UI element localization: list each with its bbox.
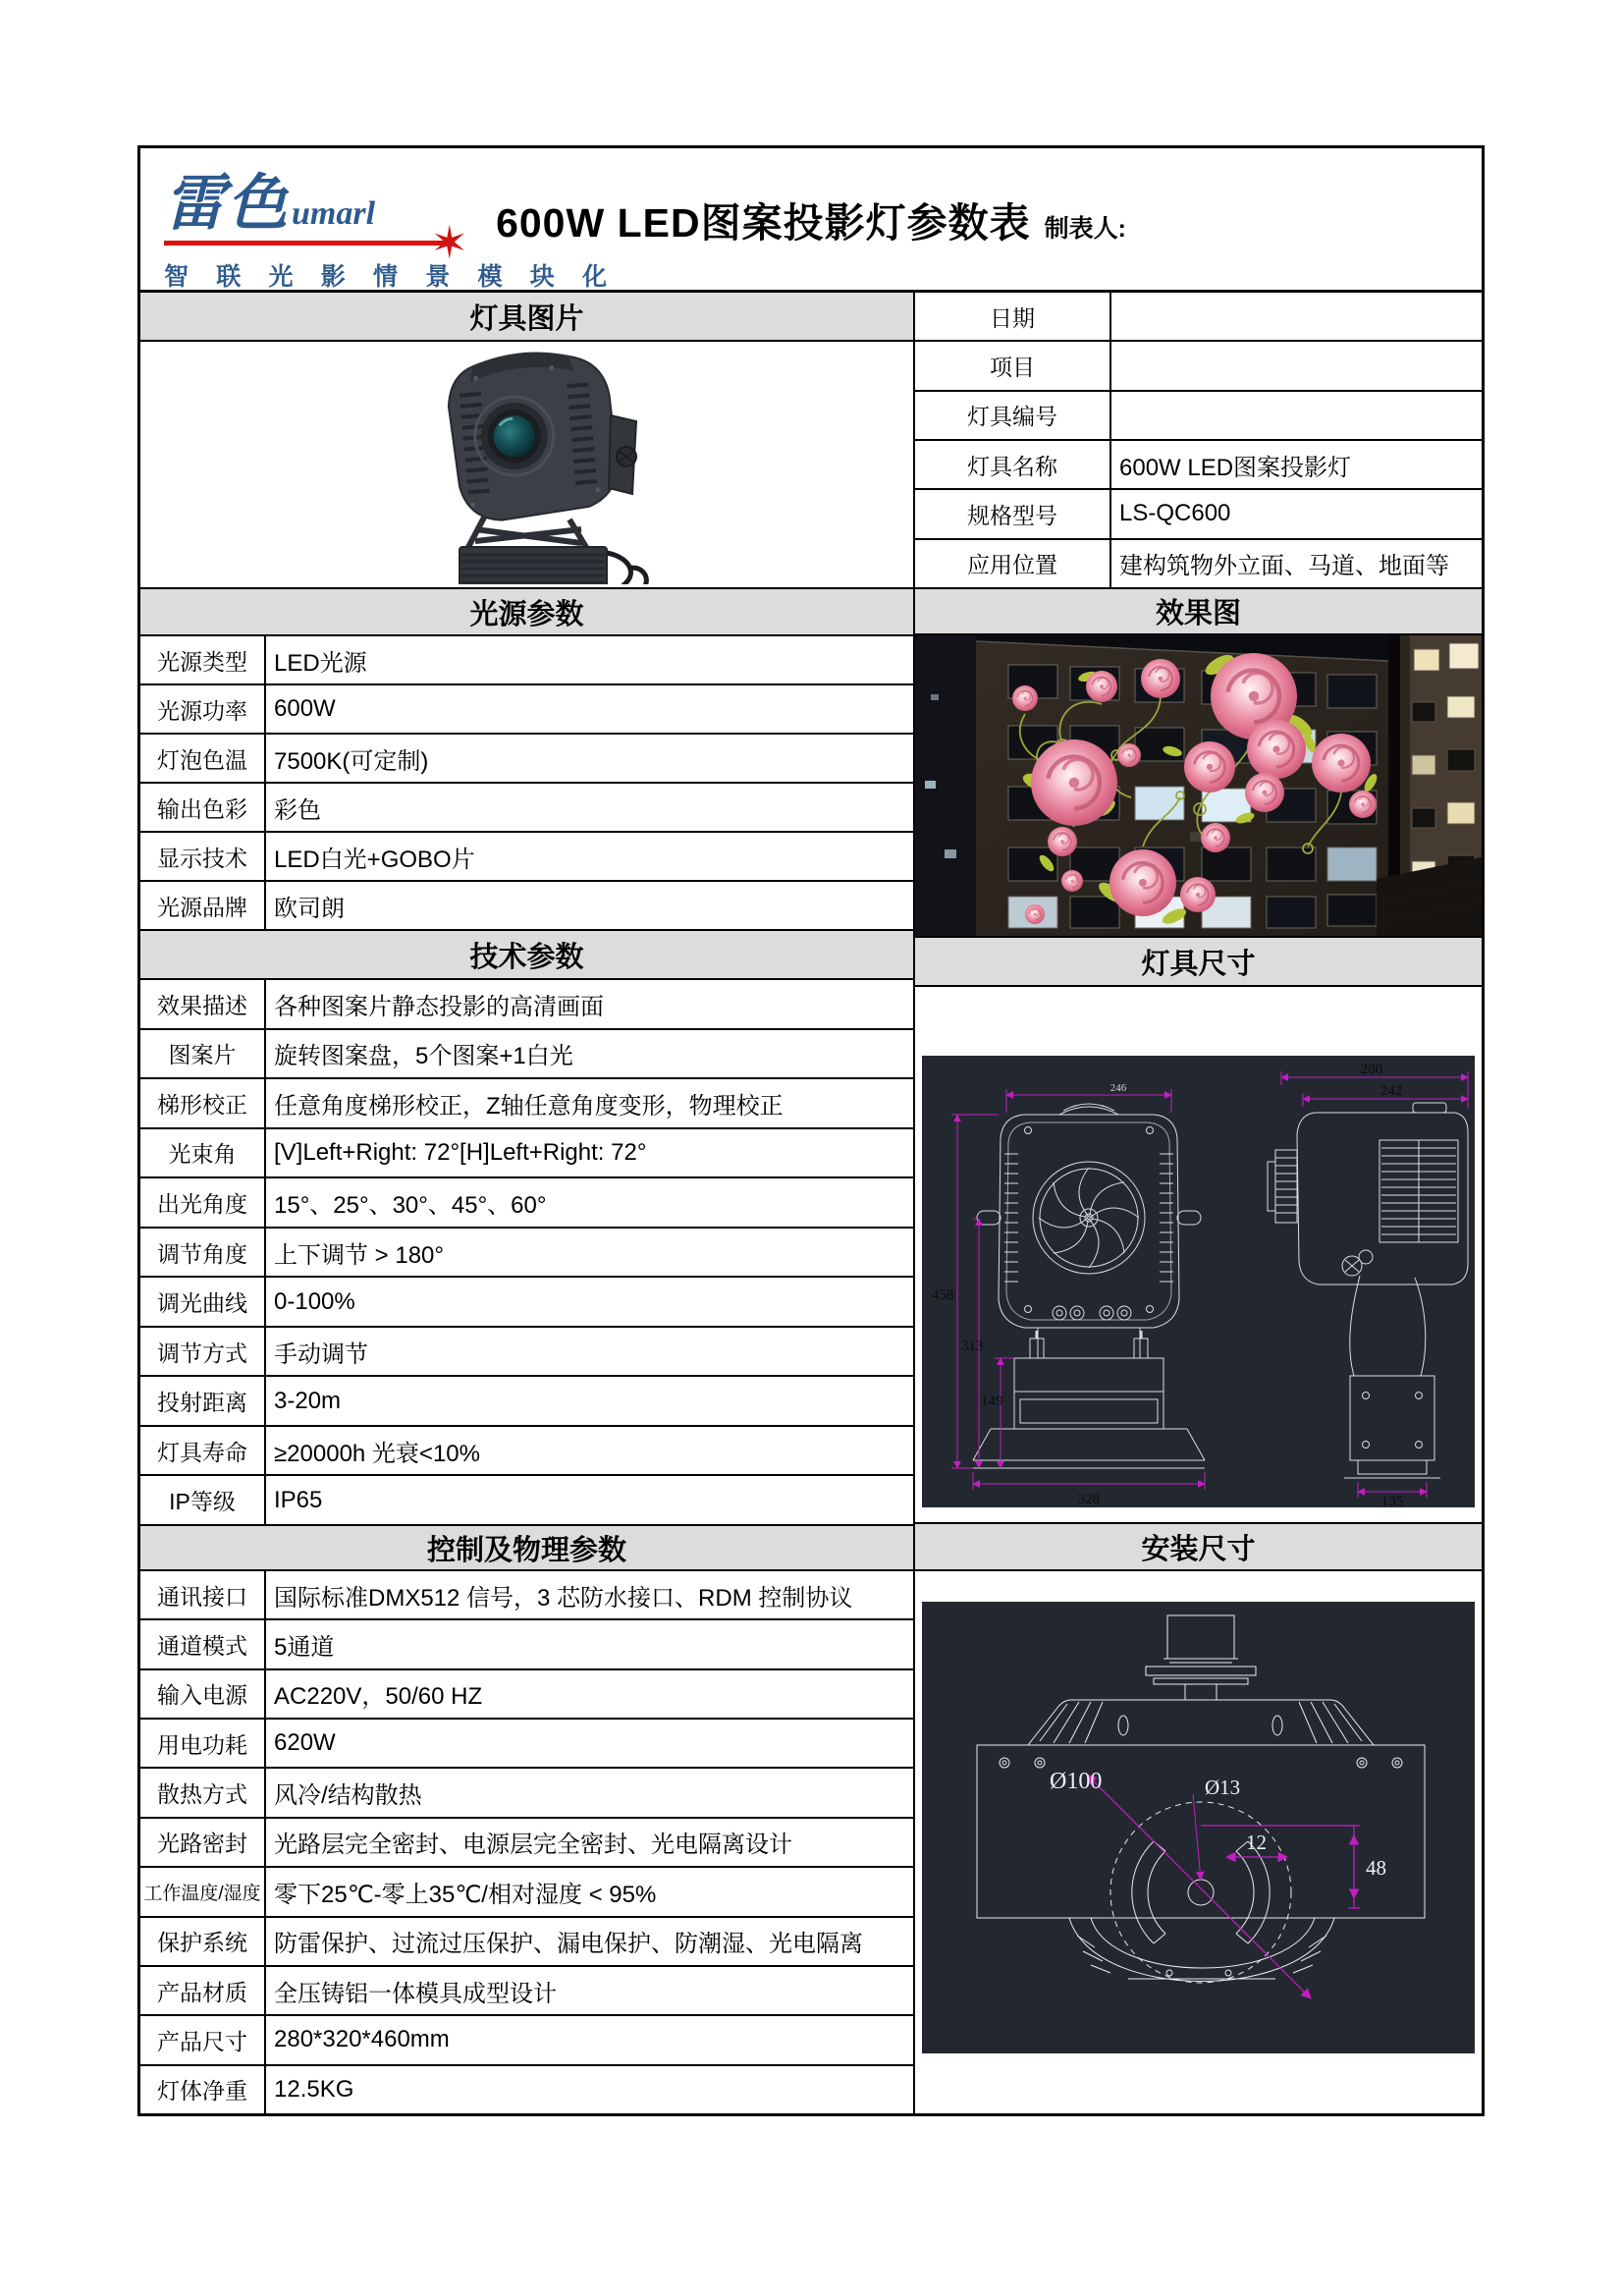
install-dims-cell [915,1571,1482,2113]
row-label: 图案片 [140,1030,266,1078]
table-row [140,1328,913,1378]
row-label: 规格型号 [915,490,1111,537]
row-label: 灯泡色温 [140,735,266,782]
row-label: 灯具编号 [915,392,1111,439]
dim-side-body: 242 [1380,1083,1403,1099]
info-rows [915,293,1482,589]
row-label: 灯体净重 [140,2066,266,2113]
section-header-control: 控制及物理参数 [140,1526,913,1571]
table-row [140,1278,913,1328]
row-value: 国际标准DMX512 信号，3 芯防水接口、RDM 控制协议 [274,1584,853,1612]
row-value [1111,392,1482,439]
row-value: 7500K(可定制) [274,747,429,775]
dim-base-width: 328 [1077,1492,1101,1507]
section-header-lamp-photo: 灯具图片 [140,293,913,342]
row-value: 旋转图案盘，5个图案+1白光 [274,1043,573,1070]
row-value: 全压铸铝一体模具成型设计 [274,1980,557,2007]
table-row [140,1720,913,1769]
row-value: LED光源 [274,649,367,677]
row-label: 产品尺寸 [140,2016,266,2063]
table-row [140,784,913,833]
table-row [140,833,913,882]
row-value: 防雷保护、过流过压保护、漏电保护、防潮湿、光电隔离 [274,1931,863,1958]
table-row [140,1476,913,1526]
row-label: 光源功率 [140,685,266,733]
table-row [140,636,913,685]
row-label: 输出色彩 [140,784,266,831]
dim-mid-height: 313 [961,1339,984,1354]
row-label: 显示技术 [140,833,266,880]
logo-red-line [164,217,468,268]
row-label: 出光角度 [140,1178,266,1227]
row-label: 通讯接口 [140,1571,266,1618]
product-photo-cell [140,342,913,589]
row-label: 灯具寿命 [140,1427,266,1475]
table-row [915,392,1482,441]
effect-photo-illustration [915,635,1482,936]
section-header-light-source: 光源参数 [140,589,913,636]
table-row [140,1819,913,1868]
row-value: 0-100% [274,1287,355,1315]
control-rows [140,1571,913,2113]
table-row [140,2066,913,2113]
row-label: 光束角 [140,1129,266,1177]
right-column [913,293,1482,2113]
table-row [915,342,1482,391]
maker-label: 制表人: [1044,214,1126,243]
row-value: 光路层完全密封、电源层完全密封、光电隔离设计 [274,1831,792,1859]
table-row [140,1868,913,1917]
table-row [915,441,1482,490]
dim-base-height: 149 [981,1394,1003,1409]
logo-brand-en: umarl [292,195,376,232]
table-row [915,540,1482,589]
table-row [140,1178,913,1229]
effect-photo-cell [915,635,1482,938]
row-label: 光路密封 [140,1819,266,1866]
dim-side-base: 135 [1380,1494,1404,1507]
spec-table [137,145,1485,2116]
row-label: IP等级 [140,1476,266,1524]
table-row [915,293,1482,342]
table-row [140,1670,913,1720]
row-label: 效果描述 [140,980,266,1028]
table-row [140,1129,913,1179]
row-label: 调光曲线 [140,1278,266,1326]
row-value: 欧司朗 [274,895,345,922]
table-row [140,735,913,784]
star-icon: ✶ [430,217,468,268]
table-row [140,1967,913,2016]
row-value: 12.5KG [274,2075,354,2103]
row-label: 应用位置 [915,540,1111,587]
row-label: 散热方式 [140,1769,266,1816]
row-value: 各种图案片静态投影的高清画面 [274,993,604,1020]
row-label: 调节角度 [140,1229,266,1277]
table-row [140,685,913,735]
row-value [1111,342,1482,389]
table-row [140,1427,913,1477]
lamp-dimensions-drawing [922,1056,1475,1507]
page-title: 600W LED图案投影灯参数表 [496,199,1031,246]
dim-total-height: 458 [932,1287,954,1303]
row-value: 5通道 [274,1634,335,1662]
section-header-install-dims: 安装尺寸 [915,1524,1482,1571]
row-value: 600W LED图案投影灯 [1119,454,1352,481]
table-row [140,1377,913,1427]
row-value: 620W [274,1729,336,1757]
row-label: 用电功耗 [140,1720,266,1767]
table-row [140,1079,913,1129]
table-row [140,1229,913,1279]
row-label: 调节方式 [140,1328,266,1376]
table-row [140,1620,913,1669]
row-value: 零下25℃-零上35℃/相对湿度 < 95% [274,1881,657,1908]
row-value: 风冷/结构散热 [274,1782,422,1810]
row-value: [V]Left+Right: 72°[H]Left+Right: 72° [274,1138,647,1166]
table-row [140,2016,913,2065]
logo-brand-cn: 雷色 [164,171,291,238]
row-label: 输入电源 [140,1670,266,1718]
row-label: 项目 [915,342,1111,389]
dim-side-overall: 280 [1360,1062,1383,1077]
left-column [140,293,913,2113]
row-label: 灯具名称 [915,441,1111,488]
row-value: 建构筑物外立面、马道、地面等 [1119,553,1449,580]
row-label: 投射距离 [140,1377,266,1425]
table-row [140,1918,913,1967]
table-row [140,1571,913,1620]
dim-offset-h: 12 [1246,1831,1267,1854]
row-value: 上下调节 > 180° [274,1241,444,1269]
table-row [140,1769,913,1818]
table-row [140,980,913,1030]
dim-circle-diameter: Ø100 [1050,1769,1103,1794]
dim-front-top: 246 [1109,1082,1127,1094]
logo-tagline: 智 联 光 影 情 景 模 块 化 [164,264,619,291]
row-label: 通道模式 [140,1620,266,1667]
lamp-dims-cell [915,987,1482,1524]
row-label: 保护系统 [140,1918,266,1965]
table-row [140,1030,913,1080]
tech-rows [140,980,913,1526]
row-value: 彩色 [274,796,321,824]
title-header-row [140,148,1482,293]
light-source-rows [140,636,913,931]
row-label: 光源类型 [140,636,266,683]
row-value: LED白光+GOBO片 [274,846,475,873]
row-value: 15°、25°、30°、45°、60° [274,1191,547,1219]
section-header-lamp-dims: 灯具尺寸 [915,938,1482,987]
row-label: 产品材质 [140,1967,266,2014]
section-header-effect: 效果图 [915,589,1482,635]
row-label: 工作温度/湿度 [140,1868,266,1915]
row-value: ≥20000h 光衰<10% [274,1440,480,1467]
install-dimensions-drawing [922,1602,1475,2053]
row-label: 光源品牌 [140,882,266,929]
company-logo [164,154,619,292]
row-value: 任意角度梯形校正，Z轴任意角度变形，物理校正 [274,1092,784,1120]
row-label: 日期 [915,293,1111,340]
row-value: IP65 [274,1486,323,1513]
table-row [140,882,913,931]
row-label: 梯形校正 [140,1079,266,1127]
product-photo-illustration [365,345,689,584]
row-value [1111,293,1482,340]
row-value: AC220V，50/60 HZ [274,1683,483,1711]
dim-hole-diameter: Ø13 [1205,1776,1241,1799]
row-value: 手动调节 [274,1340,368,1368]
row-value: 3-20m [274,1387,342,1414]
section-header-tech: 技术参数 [140,931,913,980]
row-value: 600W [274,695,336,722]
row-value: 280*320*460mm [274,2026,450,2053]
row-value: LS-QC600 [1119,500,1231,527]
table-row [915,490,1482,539]
dim-offset-v: 48 [1366,1856,1386,1880]
